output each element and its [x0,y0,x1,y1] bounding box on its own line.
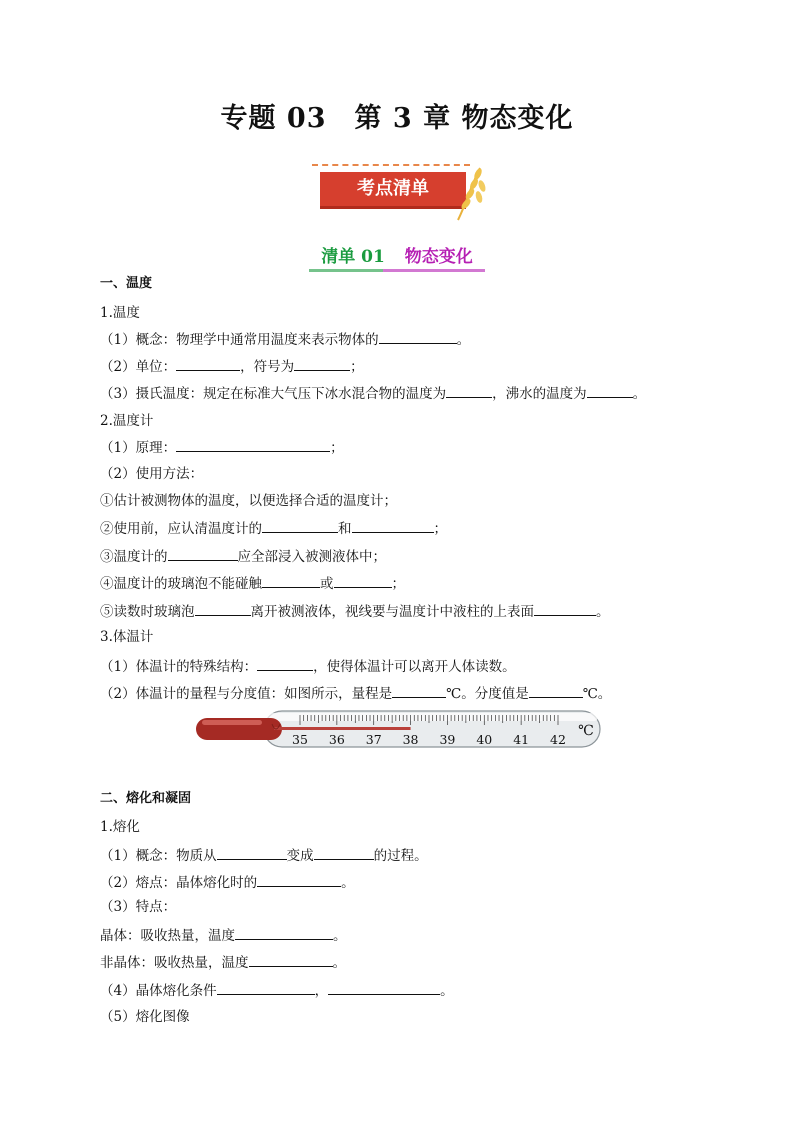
text-segment: 1.温度 [100,305,140,321]
text-segment: ②使用前，应认清温度计的 [100,521,262,537]
text-segment: ⑤读数时玻璃泡 [100,604,195,620]
text-segment: 变成 [286,848,314,864]
text-segment: ①估计被测物体的温度，以便选择合适的温度计； [100,493,397,509]
bulb-highlight [202,720,262,725]
text-line-l18 [100,980,454,1000]
text-segment: 晶体：吸收热量，温度 [100,928,235,944]
text-segment: 1.熔化 [100,819,140,835]
fill-in-blank[interactable] [328,980,440,995]
text-segment: ，沸水的温度为 [492,386,587,402]
text-line-l1 [100,329,470,349]
text-line-l14 [100,872,355,892]
fill-in-blank[interactable] [392,683,446,698]
text-segment: ，使得体温计可以离开人体读数。 [313,659,516,675]
text-line-l10 [100,601,610,621]
fill-in-blank[interactable] [534,601,596,616]
text-segment: 。 [456,332,471,348]
fill-in-blank[interactable] [529,683,583,698]
text-segment: 。 [332,955,346,971]
fill-in-blank[interactable] [176,437,330,452]
text-segment: ③温度计的 [100,549,168,565]
unit-label: ℃ [578,723,594,739]
section-number: 清单 01 [321,247,385,267]
section-heading-h2 [100,790,191,808]
subheading-s2 [100,412,153,430]
text-line-l2 [100,356,364,376]
text-segment: 3.体温计 [100,629,154,645]
page-title: 专题 03 第 3 章 物态变化 [220,103,574,134]
fill-in-blank[interactable] [217,980,315,995]
text-segment: 。 [333,928,347,944]
text-segment: ④温度计的玻璃泡不能碰触 [100,576,262,592]
tick-label: 39 [439,732,456,747]
text-line-l8 [100,546,386,566]
fill-in-blank[interactable] [257,656,313,671]
fill-in-blank[interactable] [587,383,633,398]
fill-in-blank[interactable] [262,573,320,588]
thermometer-highlight [266,713,598,721]
fill-in-blank[interactable] [168,546,238,561]
fill-in-blank[interactable] [262,518,338,533]
text-segment: （2）熔点：晶体熔化时的 [100,875,258,891]
text-line-l4 [100,437,344,457]
fill-in-blank[interactable] [334,573,392,588]
text-line-l17 [100,952,346,972]
subheading-s1 [100,304,140,322]
tick-label: 36 [328,732,345,747]
fill-in-blank[interactable] [257,872,341,887]
text-segment: 的过程。 [373,848,428,864]
banner-dashed-line [312,164,470,172]
tick-label: 40 [476,732,493,747]
text-segment: 非晶体：吸收热量，温度 [100,955,249,971]
text-segment: （4）晶体熔化条件 [100,983,217,999]
text-segment: 应全部浸入被测液体中； [237,549,386,565]
text-segment: （2）体温计的量程与分度值：如图所示，量程是 [100,686,393,702]
text-segment: 。 [341,875,355,891]
tick-label: 38 [402,732,419,747]
fill-in-blank[interactable] [195,601,251,616]
text-line-l19 [100,1008,190,1026]
text-line-l5 [100,465,203,483]
thermometer-figure [194,708,604,750]
text-segment: 。 [632,386,647,402]
text-segment: （5）熔化图像 [100,1009,190,1025]
text-line-l9 [100,573,405,593]
text-line-l3 [100,383,646,403]
text-segment: 。 [596,604,610,620]
text-line-l6 [100,492,397,510]
text-segment: ℃。分度值是 [446,686,529,702]
text-segment: ； [330,440,344,456]
subheading-s4 [100,818,140,836]
text-line-l11 [100,656,516,676]
text-line-l15 [100,898,176,916]
tick-label: 41 [513,732,530,747]
section-underline [309,269,485,272]
fill-in-blank[interactable] [314,845,374,860]
text-line-l12 [100,683,611,703]
text-segment: ， [314,983,329,999]
text-segment: ； [391,576,405,592]
wheat-icon [452,164,490,222]
text-segment: 离开被测液体，视线要与温度计中液柱的上表面 [250,604,534,620]
text-segment: （3）摄氏温度：规定在标准大气压下冰水混合物的温度为 [100,386,447,402]
text-line-l7 [100,518,447,538]
text-segment: 二、熔化和凝固 [100,791,192,806]
text-segment: （1）体温计的特殊结构： [100,659,258,675]
subheading-s3 [100,628,153,646]
banner [312,162,492,222]
text-segment: 。 [440,983,454,999]
text-segment: ； [433,521,447,537]
tick-label: 37 [365,732,382,747]
tick-label: 42 [550,732,566,747]
text-segment: ，符号为 [240,359,295,375]
text-segment: ℃。 [582,686,612,702]
text-segment: （1）原理： [100,440,177,456]
text-segment: （1）概念：物理学中通常用温度来表示物体的 [100,332,379,348]
text-segment: （1）概念：物质从 [100,848,217,864]
fill-in-blank[interactable] [217,845,287,860]
text-segment: （3）特点： [100,899,177,915]
section-name: 物态变化 [404,247,473,267]
liquid-column [274,727,411,730]
fill-in-blank[interactable] [379,329,457,344]
text-line-l16 [100,925,347,945]
fill-in-blank[interactable] [176,356,240,371]
fill-in-blank[interactable] [235,925,333,940]
text-segment: （2）单位： [100,359,177,375]
tick-label: 35 [292,732,308,747]
fill-in-blank[interactable] [294,356,350,371]
section-heading [0,242,794,272]
text-segment: ； [350,359,364,375]
text-segment: 一、温度 [100,276,153,291]
text-line-l13 [100,845,428,865]
text-segment: 或 [320,576,334,592]
fill-in-blank[interactable] [352,518,434,533]
fill-in-blank[interactable] [446,383,492,398]
text-segment: 和 [338,521,352,537]
text-segment: 2.温度计 [100,413,154,429]
fill-in-blank[interactable] [249,952,333,967]
section-heading-h1 [100,275,152,293]
text-segment: （2）使用方法： [100,466,204,482]
banner-label: 考点清单 [320,172,466,209]
